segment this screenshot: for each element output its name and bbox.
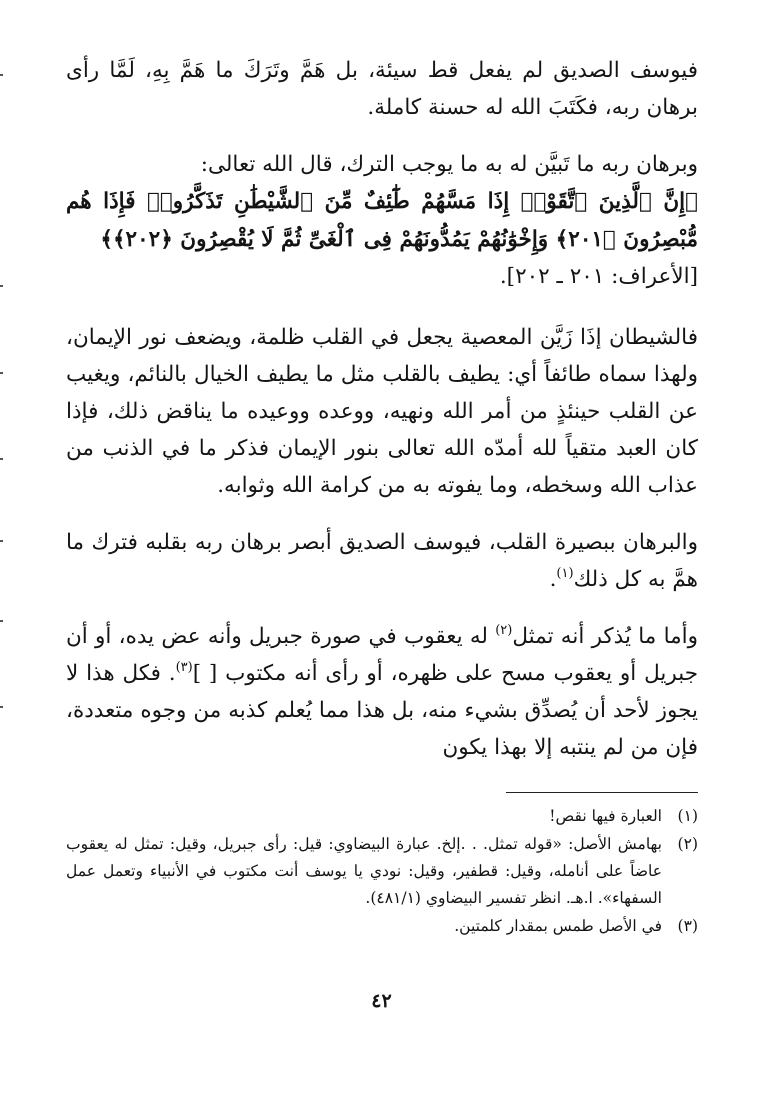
paragraph-burhan: وبرهان ربه ما تَبيَّن له به ما يوجب الترك، قال الله تعالى: xyxy=(200,152,698,177)
paragraph-tamathul xyxy=(66,618,698,766)
footnote-number: (٣) xyxy=(677,917,698,935)
paragraph-text: وأما ما يُذكر أنه تمثل xyxy=(512,624,698,649)
paragraph-basira xyxy=(66,524,698,598)
footnote-number: (٢) xyxy=(677,835,698,853)
quran-reference: [الأعراف: ٢٠١ ـ ٢٠٢]. xyxy=(499,264,698,289)
footnote-number: (١) xyxy=(677,807,698,825)
footnote-ref-3[interactable]: (٣) xyxy=(175,660,193,675)
margin-mark xyxy=(0,372,3,374)
footnote-3 xyxy=(66,913,698,940)
paragraph-shaytan: فالشيطان إذَا زَيَّن المعصية يجعل في القلب ظلمة، ويضعف نور الإيمان، ولهذا سماه طائفاً أي: يطيف بالقلب مثل ما يطيف الخيال بالنائم، ويغيب عن القلب حينئذٍ من أمر الله ونهيه، ووعده ووعيده ما يناقض ذلك، فإذا كان العبد متقياً لله أمدّه الله تعالى بنور الإيمان فذكر ما في الذنب من عذاب الله وسخطه، وما يفوته به من كرامة الله وثوابه. xyxy=(66,325,698,498)
margin-mark xyxy=(0,458,3,460)
margin-mark xyxy=(0,706,3,708)
sentence-end: . xyxy=(549,567,557,592)
margin-mark xyxy=(0,74,3,76)
footnote-divider xyxy=(506,792,698,793)
footnote-text: العبارة فيها نقص! xyxy=(549,807,662,825)
footnote-text: في الأصل طمس بمقدار كلمتين. xyxy=(454,917,662,935)
page-body xyxy=(66,52,698,941)
margin-mark xyxy=(0,285,3,287)
paragraph-text: والبرهان ببصيرة القلب، فيوسف الصديق أبصر برهان ربه بقلبه فترك ما همَّ به كل ذلك xyxy=(66,530,698,592)
margin-mark xyxy=(0,620,3,622)
margin-mark xyxy=(0,540,3,542)
paragraph-text: له يعقوب في صورة جبريل وأنه عض يده، أو أن جبريل أو يعقوب مسح على ظهره، أو رأى أنه مكتوب [ ] xyxy=(66,624,698,686)
quran-verse: ﴿إِنَّ ٱلَّذِينَ ٱتَّقَوْا۟ إِذَا مَسَّهُمْ طَٰٓئِفٌ مِّنَ ٱلشَّيْطَٰنِ تَذَكَّرُوا۟ فَإِذَا هُم مُّبْصِرُونَ ﴿٢٠١﴾ وَإِخْوَٰنُهُمْ يَمُدُّونَهُمْ فِى ٱلْغَىِّ ثُمَّ لَا يُقْصِرُونَ ﴿٢٠٢﴾﴾ xyxy=(66,189,698,252)
footnote-ref-1[interactable]: (١) xyxy=(556,566,574,581)
footnote-2 xyxy=(66,831,698,912)
page-number: ٤٢ xyxy=(371,990,392,1012)
paragraph-text: . فكل هذا لا يجوز لأحد أن يُصدِّق بشيء منه، بل هذا مما يُعلم كذبه من وجوه متعددة، فإن من لم ينتبه إلا بهذا يكون xyxy=(66,661,698,760)
footnote-1 xyxy=(66,803,698,830)
footnote-text: بهامش الأصل: «قوله تمثل. . .إلخ. عبارة البيضاوي: قيل: رأى جبريل، وقيل: تمثل له يعقوب عاضاً على أنامله، وقيل: قطفير، وقيل: نودي يا يوسف أنت مكتوب في الأنبياء وتعمل عمل السفهاء». ا.هـ. انظر تفسير البيضاوي (٤٨١/١). xyxy=(66,835,662,907)
paragraph-yusuf: فيوسف الصديق لم يفعل قط سيئة، بل هَمَّ وتَرَكَ ما هَمَّ بِهِ، لَمَّا رأى برهان ربه، فكَتَبَ الله له حسنة كاملة. xyxy=(66,58,698,120)
footnote-ref-2[interactable]: (٢) xyxy=(495,623,513,638)
